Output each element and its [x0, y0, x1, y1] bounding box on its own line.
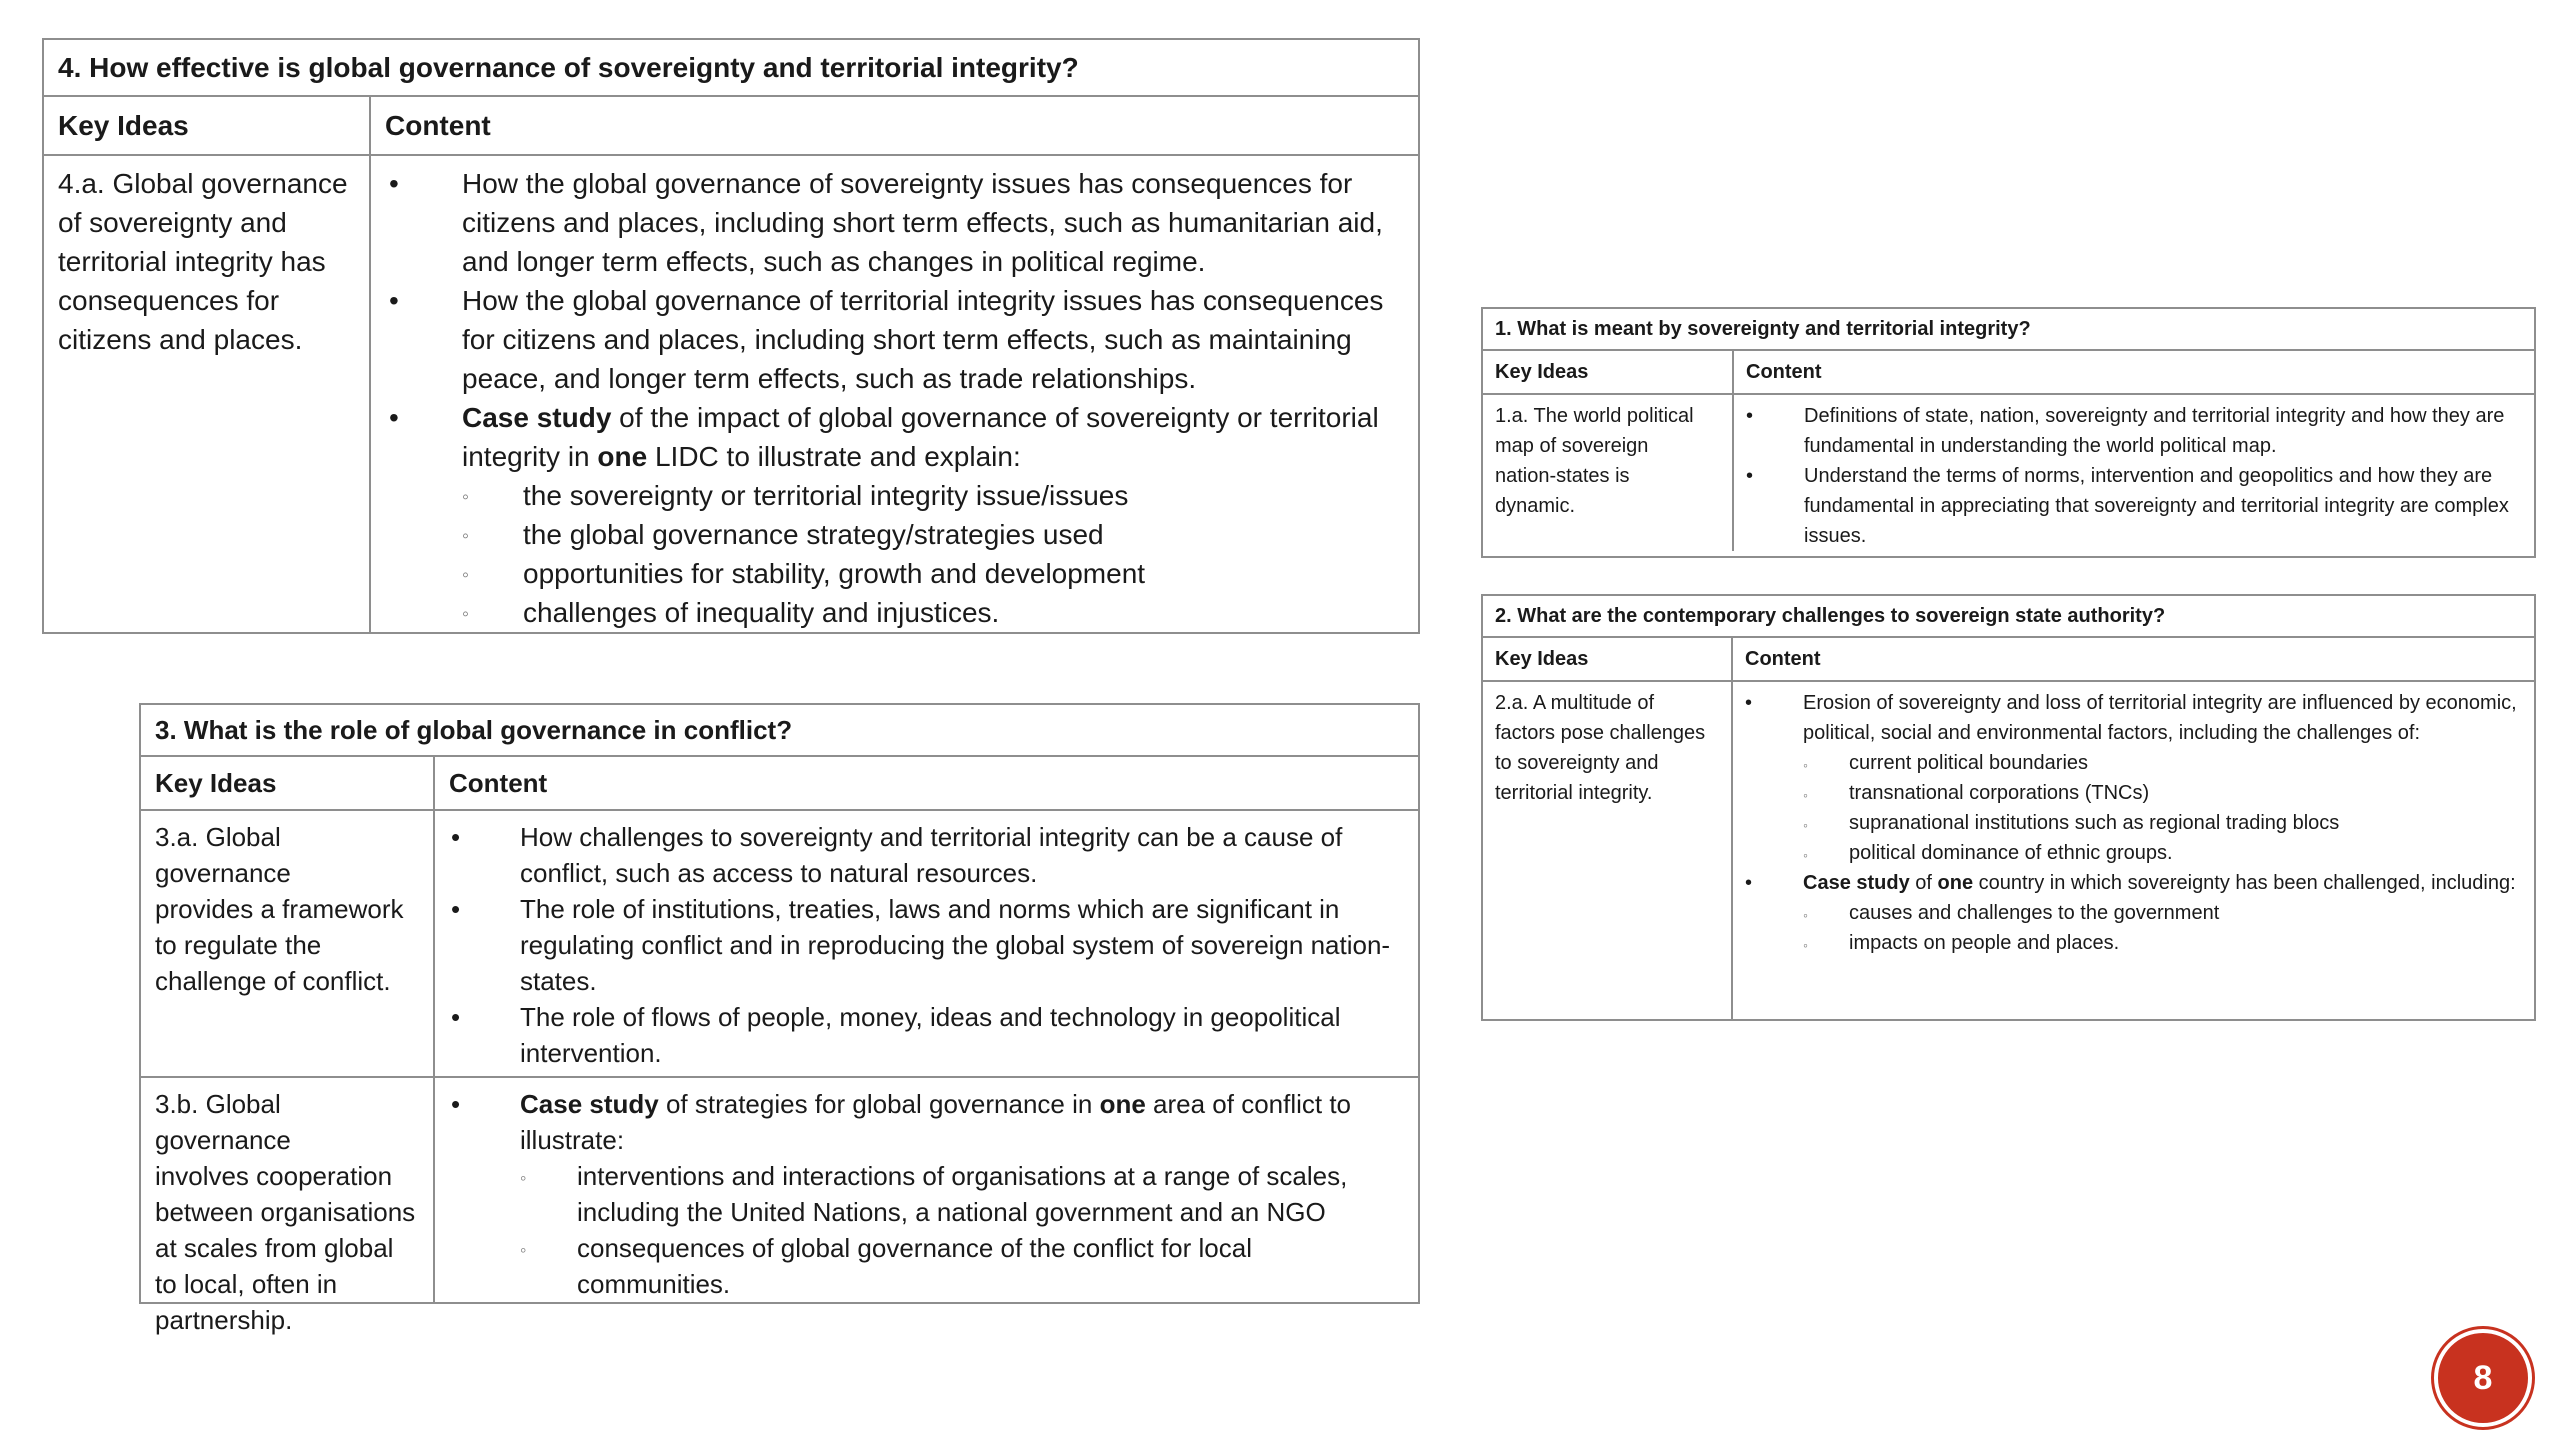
content-cell: [435, 1078, 1418, 1302]
table-row: [1483, 682, 2534, 1021]
bullet-text: country in which sovereignty has been challenged, including:: [1973, 872, 2516, 894]
bullet-text: Erosion of sovereignty and loss of territorial integrity are influenced by economic, political, social and environmental factors, including the challenges of:: [1803, 692, 2517, 744]
table-row: [141, 1076, 1418, 1335]
case-study-label: Case study: [462, 402, 612, 433]
content-cell: [435, 811, 1418, 1076]
table-header-row: [141, 757, 1418, 811]
slide-number-badge: 8: [2434, 1329, 2532, 1427]
table-title: 4. How effective is global governance of sovereignty and territorial integrity?: [44, 40, 1418, 97]
table-1-sovereignty-meaning: [1481, 307, 2536, 558]
sub-bullet-item: ◦ the global governance strategy/strategies used: [462, 515, 1408, 554]
bullet-item-case-study: [371, 398, 1408, 632]
bullet-item-case-study: [435, 1086, 1408, 1302]
table-4-global-governance-effectiveness: [42, 38, 1420, 634]
bullet-list: [1734, 401, 2522, 551]
key-idea-1a: 1.a. The world political map of sovereign nation-states is dynamic.: [1483, 395, 1734, 551]
emphasis-one: one: [597, 441, 648, 472]
bullet-item: • The role of flows of people, money, ideas and technology in geopolitical intervention.: [435, 999, 1408, 1071]
bullet-list: [371, 164, 1408, 632]
bullet-item: [1733, 688, 2522, 868]
sub-bullet-list: [462, 476, 1408, 632]
content-cell: [371, 156, 1418, 632]
content-header: Content: [1746, 361, 1822, 383]
bullet-item: • Understand the terms of norms, intervention and geopolitics and how they are fundamental in appreciating that sovereignty and territorial integrity are complex issues.: [1734, 461, 2522, 551]
bullet-text: LIDC to illustrate and explain:: [647, 441, 1021, 472]
content-cell: [1733, 682, 2534, 1021]
bullet-list: [435, 819, 1408, 1071]
case-study-label: Case study: [520, 1089, 659, 1119]
sub-bullet-item: ◦ transnational corporations (TNCs): [1803, 778, 2522, 808]
bullet-text: area of conflict to illustrate:: [520, 1089, 1352, 1155]
bullet-text: of the impact of global governance of sovereignty or territorial integrity in: [462, 402, 1379, 472]
sub-bullet-item: ◦ impacts on people and places.: [1803, 928, 2522, 958]
bullet-item: • Definitions of state, nation, sovereignty and territorial integrity and how they are fundamental in understanding the world political map.: [1734, 401, 2522, 461]
table-header-row: [1483, 351, 2534, 395]
content-header: Content: [385, 110, 491, 141]
bullet-text: of: [1909, 872, 1938, 894]
sub-bullet-item: ◦ supranational institutions such as regional trading blocs: [1803, 808, 2522, 838]
key-idea-2a: 2.a. A multitude of factors pose challenges to sovereignty and territorial integrity.: [1483, 682, 1733, 1021]
key-ideas-header: Key Ideas: [141, 757, 435, 809]
sub-bullet-item: ◦ opportunities for stability, growth and development: [462, 554, 1408, 593]
table-3-governance-in-conflict: [139, 703, 1420, 1335]
sub-bullet-list: [1803, 898, 2522, 958]
sub-bullet-item: ◦ challenges of inequality and injustices.: [462, 593, 1408, 632]
sub-bullet-item: ◦ current political boundaries: [1803, 748, 2522, 778]
content-cell: [1734, 395, 2534, 551]
bullet-item: • How the global governance of sovereignty issues has consequences for citizens and places, including short term effects, such as humanitarian aid, and longer term effects, such as changes in political regime.: [371, 164, 1408, 281]
table-title: 1. What is meant by sovereignty and territorial integrity?: [1483, 309, 2534, 351]
table-header-row: [44, 97, 1418, 156]
table-title: 2. What are the contemporary challenges to sovereign state authority?: [1483, 596, 2534, 638]
key-ideas-header: Key Ideas: [1483, 351, 1734, 393]
key-ideas-header: Key Ideas: [1483, 638, 1733, 680]
bullet-item: • The role of institutions, treaties, laws and norms which are significant in regulating conflict and in reproducing the global system of sovereign nation-states.: [435, 891, 1408, 999]
table-row: [1483, 395, 2534, 551]
bullet-list: [1733, 688, 2522, 958]
bullet-item: • How the global governance of territorial integrity issues has consequences for citizens and places, including short term effects, such as maintaining peace, and longer term effects, such as trade relationships.: [371, 281, 1408, 398]
sub-bullet-item: ◦ interventions and interactions of organisations at a range of scales, including the United Nations, a national government and an NGO: [520, 1158, 1408, 1230]
bullet-item: • How challenges to sovereignty and territorial integrity can be a cause of conflict, such as access to natural resources.: [435, 819, 1408, 891]
table-row: [44, 156, 1418, 632]
key-idea-4a: 4.a. Global governance of sovereignty and territorial integrity has consequences for citizens and places.: [44, 156, 371, 632]
case-study-label: Case study: [1803, 872, 1910, 894]
emphasis-one: one: [1099, 1089, 1146, 1119]
bullet-item-case-study: [1733, 868, 2522, 958]
key-idea-3b: 3.b. Global governance involves cooperation between organisations at scales from global to local, often in partnership.: [141, 1078, 435, 1302]
bullet-list: [435, 1086, 1408, 1302]
content-header: Content: [1745, 648, 1821, 670]
sub-bullet-item: ◦ causes and challenges to the government: [1803, 898, 2522, 928]
table-row: [141, 811, 1418, 1076]
sub-bullet-item: ◦ the sovereignty or territorial integrity issue/issues: [462, 476, 1408, 515]
content-header: Content: [449, 768, 548, 798]
sub-bullet-item: ◦ consequences of global governance of the conflict for local communities.: [520, 1230, 1408, 1302]
table-title: 3. What is the role of global governance in conflict?: [141, 705, 1418, 757]
sub-bullet-list: [1803, 748, 2522, 868]
key-idea-3a: 3.a. Global governance provides a framework to regulate the challenge of conflict.: [141, 811, 435, 1076]
bullet-text: of strategies for global governance in: [658, 1089, 1100, 1119]
key-ideas-header: Key Ideas: [44, 97, 371, 154]
emphasis-one: one: [1937, 872, 1974, 894]
table-header-row: [1483, 638, 2534, 682]
sub-bullet-list: [520, 1158, 1408, 1302]
sub-bullet-item: ◦ political dominance of ethnic groups.: [1803, 838, 2522, 868]
table-2-challenges-to-state-authority: [1481, 594, 2536, 1021]
